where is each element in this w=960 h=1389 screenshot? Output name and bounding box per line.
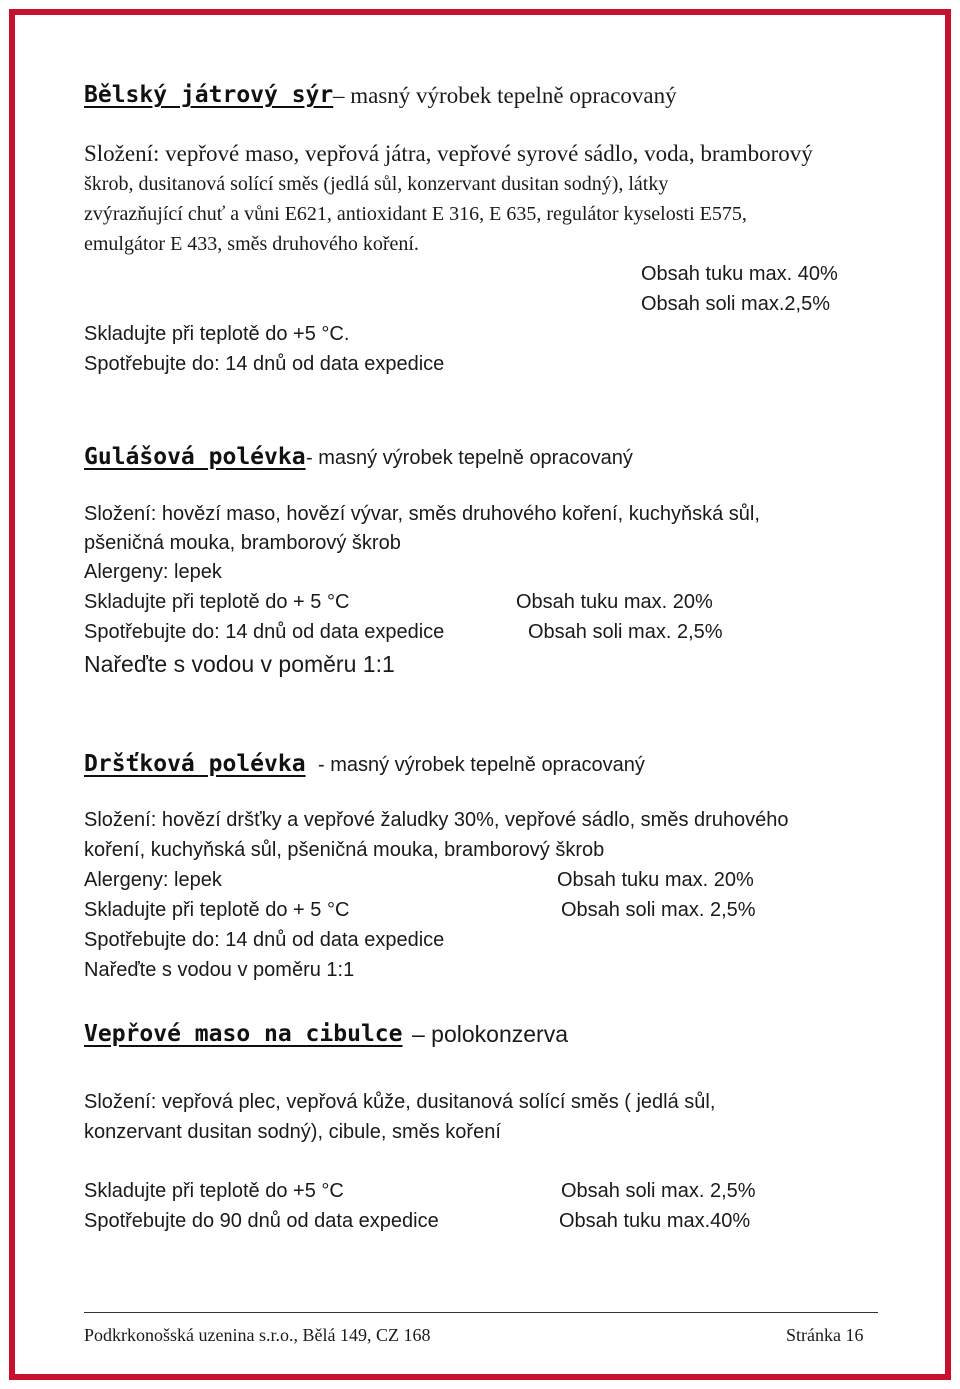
fat-content: Obsah tuku max.40% bbox=[559, 1210, 751, 1232]
expiry-instruction: Spotřebujte do 90 dnů od data expedice bbox=[84, 1210, 439, 1232]
product-title: Vepřové maso na cibulce bbox=[84, 1021, 403, 1047]
salt-content: Obsah soli max. 2,5% bbox=[561, 1180, 756, 1202]
expiry-instruction: Spotřebujte do: 14 dnů od data expedice bbox=[84, 929, 445, 951]
composition-line: pšeničná mouka, bramborový škrob bbox=[84, 532, 401, 554]
storage-instruction: Skladujte při teplotě do +5 °C. bbox=[84, 323, 350, 345]
salt-content: Obsah soli max.2,5% bbox=[641, 293, 830, 315]
dilution-instruction: Nařeďte s vodou v poměru 1:1 bbox=[84, 651, 395, 677]
composition-line: emulgátor E 433, směs druhového koření. bbox=[84, 233, 419, 255]
product-subtitle: – polokonzerva bbox=[412, 1021, 568, 1047]
product-title: Bělský játrový sýr bbox=[84, 82, 334, 108]
product-title: Gulášová polévka bbox=[84, 444, 306, 470]
allergens: Alergeny: lepek bbox=[84, 561, 222, 583]
salt-content: Obsah soli max. 2,5% bbox=[528, 621, 723, 643]
allergens: Alergeny: lepek bbox=[84, 869, 222, 891]
salt-content: Obsah soli max. 2,5% bbox=[561, 899, 756, 921]
product-subtitle: - masný výrobek tepelně opracovaný bbox=[306, 447, 633, 469]
composition-line: koření, kuchyňská sůl, pšeničná mouka, bramborový škrob bbox=[84, 839, 605, 861]
composition-line: Složení: hovězí maso, hovězí vývar, směs druhového koření, kuchyňská sůl, bbox=[84, 503, 760, 525]
dilution-instruction: Nařeďte s vodou v poměru 1:1 bbox=[84, 959, 355, 981]
product-subtitle: - masný výrobek tepelně opracovaný bbox=[318, 754, 645, 776]
product-title: Dršťková polévka bbox=[84, 751, 306, 777]
storage-instruction: Skladujte při teplotě do + 5 °C bbox=[84, 899, 350, 921]
footer-divider bbox=[84, 1312, 878, 1313]
fat-content: Obsah tuku max. 20% bbox=[557, 869, 754, 891]
composition-line: Složení: vepřové maso, vepřová játra, vepřové syrové sádlo, voda, bramborový bbox=[84, 141, 813, 166]
fat-content: Obsah tuku max. 20% bbox=[516, 591, 713, 613]
storage-instruction: Skladujte při teplotě do +5 °C bbox=[84, 1180, 344, 1202]
footer-page-number: Stránka 16 bbox=[786, 1325, 864, 1345]
expiry-instruction: Spotřebujte do: 14 dnů od data expedice bbox=[84, 621, 445, 643]
expiry-instruction: Spotřebujte do: 14 dnů od data expedice bbox=[84, 353, 445, 375]
composition-line: Složení: hovězí dršťky a vepřové žaludky 30%, vepřové sádlo, směs druhového bbox=[84, 809, 789, 831]
fat-content: Obsah tuku max. 40% bbox=[641, 263, 838, 285]
product-subtitle: – masný výrobek tepelně opracovaný bbox=[333, 83, 677, 108]
composition-line: škrob, dusitanová solící směs (jedlá sůl, konzervant dusitan sodný), látky bbox=[84, 173, 669, 195]
storage-instruction: Skladujte při teplotě do + 5 °C bbox=[84, 591, 350, 613]
composition-line: zvýrazňující chuť a vůni E621, antioxidant E 316, E 635, regulátor kyselosti E575, bbox=[84, 203, 747, 225]
composition-line: konzervant dusitan sodný), cibule, směs koření bbox=[84, 1121, 501, 1143]
composition-line: Složení: vepřová plec, vepřová kůže, dusitanová solící směs ( jedlá sůl, bbox=[84, 1091, 716, 1113]
footer-company: Podkrkonošská uzenina s.r.o., Bělá 149, CZ 168 bbox=[84, 1325, 431, 1345]
